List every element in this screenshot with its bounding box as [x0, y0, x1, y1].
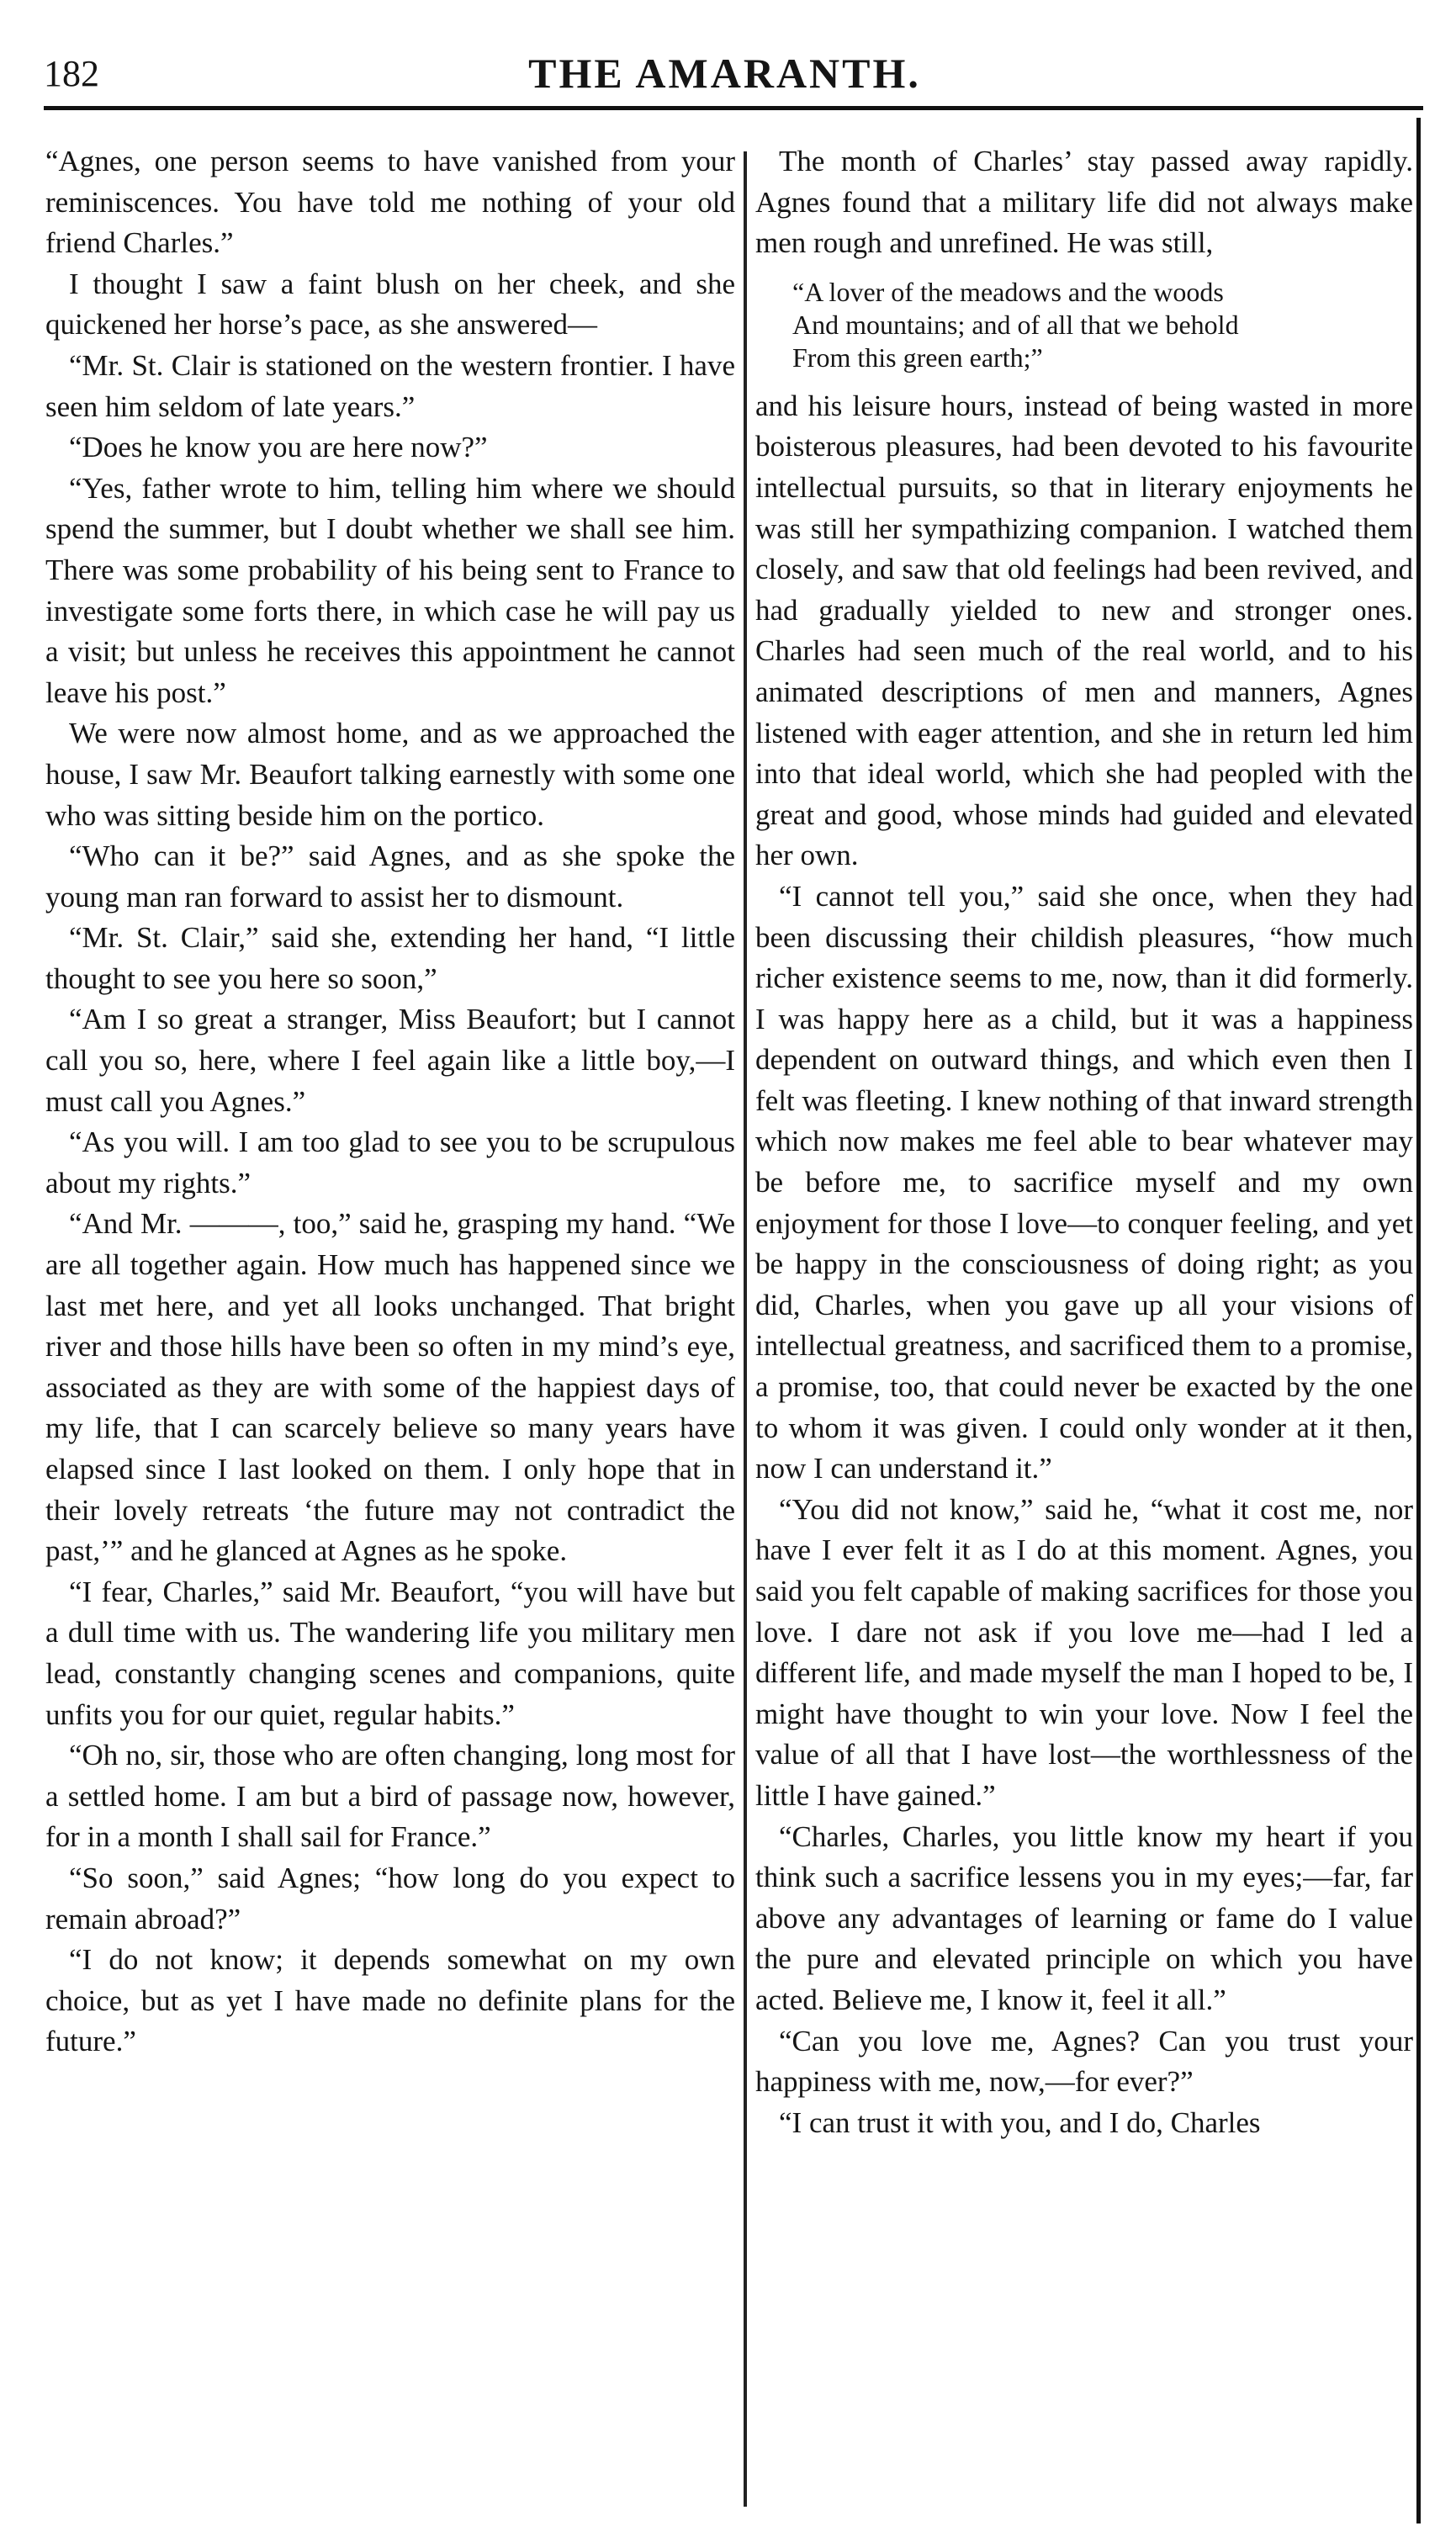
paragraph: The month of Charles’ stay passed away rapidly. Agnes found that a military life did not always make men rough and unrefined. He was still, — [755, 145, 1413, 260]
verse-line: “A lover of the meadows and the woods — [792, 276, 1224, 307]
paragraph: “I cannot tell you,” said she once, when they had been discussing their childish pleasures, “how much richer existence seems to me, now, than it did formerly. I was happy here as a child, but it was a happiness dependent on outward things, and which even then I felt was fleeting. I knew nothing of that inward strength which now makes me feel able to bear whatever may be before me, to sacrifice myself and my own enjoyment for those I love—to conquer feeling, and yet be happy in the consciousness of doing right; as you did, Charles, when you gave up all your visions of intellectual greatness, and sacrificed them to a promise, a promise, too, that could never be exacted by the one to whom it was given. I could only wonder at it then, now I can understand it.” — [755, 879, 1413, 1485]
verse-quotation — [755, 276, 1413, 374]
paragraph: “Agnes, one person seems to have vanished from your reminiscences. You have told me nothing of your old friend Charles.” — [45, 145, 735, 260]
page-header — [44, 49, 1406, 104]
paragraph: “Oh no, sir, those who are often changing, long most for a settled home. I am but a bird of passage now, however, for in a month I shall sail for France.” — [45, 1739, 735, 1854]
paragraph: “You did not know,” said he, “what it cost me, nor have I ever felt it as I do at this moment. Agnes, you said you felt capable of making sacrifices for those you love. I dare not ask if you love me—had I led a different life, and made myself the man I hoped to be, I might have thought to win your love. Now I feel the value of all that I have lost—the worthlessness of the little I have gained.” — [755, 1492, 1413, 1812]
page-number: 182 — [44, 53, 99, 94]
periodical-title: THE AMARANTH. — [528, 50, 921, 97]
right-column — [755, 141, 1413, 2143]
paragraph: I thought I saw a faint blush on her cheek, and she quickened her horse’s pace, as she answered— — [45, 267, 735, 342]
paragraph: and his leisure hours, instead of being wasted in more boisterous pleasures, had been devoted to his favourite intellectual pursuits, so that in literary enjoyments he was still her sympathizing companion. I watched them closely, and saw that old feelings had been revived, and had gradually yielded to new and stronger ones. Charles had seen much of the real world, and to his animated descriptions of men and manners, Agnes listened with eager attention, and she in return led him into that ideal world, which she had peopled with the great and good, whose minds had guided and elevated her own. — [755, 389, 1413, 872]
verse-line: And mountains; and of all that we behold — [792, 309, 1239, 340]
right-edge-bar — [1416, 118, 1421, 2523]
paragraph: “Yes, father wrote to him, telling him where we should spend the summer, but I doubt whether we shall see him. There was some probability of his being sent to France to investigate some forts there, in which case he will pay us a visit; but unless he receives this appointment he cannot leave his post.” — [45, 471, 735, 709]
paragraph: “Mr. St. Clair is stationed on the western frontier. I have seen him seldom of late years.” — [45, 348, 735, 423]
paragraph: “I do not know; it depends somewhat on my own choice, but as yet I have made no definite plans for the future.” — [45, 1943, 735, 2058]
paragraph: “I fear, Charles,” said Mr. Beaufort, “you will have but a dull time with us. The wandering life you military men lead, constantly changing scenes and companions, quite unfits you for our quiet, regular habits.” — [45, 1575, 735, 1731]
paragraph: “And Mr. ———, too,” said he, grasping my hand. “We are all together again. How much has happened since we last met here, and yet all looks unchanged. That bright river and those hills have been so often in my mind’s eye, associated as they are with some of the happiest days of my life, that I can scarcely believe so many years have elapsed since I last looked on them. I only hope that in their lovely retreats ‘the future may not contradict the past,’” and he glanced at Agnes as he spoke. — [45, 1207, 735, 1568]
header-rule — [44, 106, 1423, 110]
paragraph: “Does he know you are here now?” — [69, 431, 488, 464]
left-column — [45, 141, 735, 2063]
paragraph: “So soon,” said Agnes; “how long do you expect to remain abroad?” — [45, 1861, 735, 1936]
paragraph: “Mr. St. Clair,” said she, extending her hand, “I little thought to see you here so soon,” — [45, 921, 735, 995]
paragraph: “Who can it be?” said Agnes, and as she spoke the young man ran forward to assist her to dismount. — [45, 839, 735, 914]
paragraph: We were now almost home, and as we approached the house, I saw Mr. Beaufort talking earnestly with some one who was sitting beside him on the portico. — [45, 717, 735, 832]
paragraph: “As you will. I am too glad to see you to be scrupulous about my rights.” — [45, 1125, 735, 1200]
column-divider — [744, 151, 747, 2507]
paragraph: “I can trust it with you, and I do, Charles — [779, 2105, 1261, 2139]
verse-line: From this green earth;” — [792, 342, 1043, 373]
paragraph: “Can you love me, Agnes? Can you trust your happiness with me, now,—for ever?” — [755, 2024, 1413, 2099]
paragraph: “Charles, Charles, you little know my heart if you think such a sacrifice lessens you in my eyes;—far, far above any advantages of learning or fame do I value the pure and elevated principle on which you have acted. Believe me, I know it, feel it all.” — [755, 1819, 1413, 2016]
paragraph: “Am I so great a stranger, Miss Beaufort; but I cannot call you so, here, where I feel again like a little boy,—I must call you Agnes.” — [45, 1003, 735, 1118]
